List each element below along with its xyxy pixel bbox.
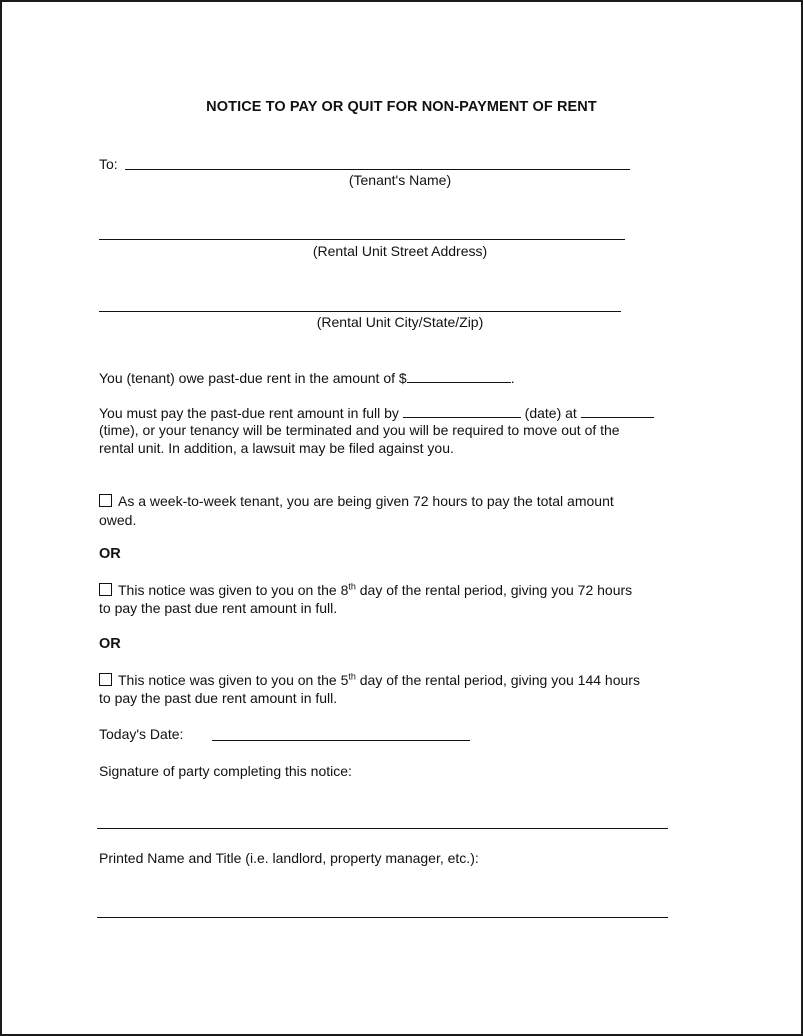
city-state-zip-field[interactable] [99, 311, 621, 312]
option2-line2: to pay the past due rent amount in full. [99, 600, 338, 616]
option3-line2: to pay the past due rent amount in full. [99, 690, 338, 706]
due-time-field[interactable] [581, 403, 654, 418]
option3-post: day of the rental period, giving you 144 hours [355, 672, 640, 688]
option3-sup: th [348, 671, 356, 682]
city-state-zip-caption: (Rental Unit City/State/Zip) [316, 314, 484, 330]
todays-date-label: Today's Date: [99, 726, 184, 742]
week-to-week-checkbox[interactable] [99, 494, 112, 507]
street-address-field[interactable] [99, 239, 625, 240]
pay-deadline-line2: (time), or your tenancy will be terminated and you will be required to move out of the [99, 422, 620, 438]
option-8th-day [99, 581, 632, 599]
5th-day-checkbox[interactable] [99, 673, 112, 686]
signature-label: Signature of party completing this notice: [99, 763, 352, 779]
pay-text-date: (date) at [524, 405, 577, 421]
to-label: To: [99, 156, 118, 172]
8th-day-checkbox[interactable] [99, 583, 112, 596]
printed-name-label: Printed Name and Title (i.e. landlord, property manager, etc.): [99, 850, 479, 866]
pay-deadline-line1 [99, 403, 654, 422]
pay-text-1: You must pay the past-due rent amount in full by [99, 405, 399, 421]
or-separator-2: OR [99, 636, 121, 652]
form-title: NOTICE TO PAY OR QUIT FOR NON-PAYMENT OF RENT [206, 99, 597, 115]
owe-amount-sentence [99, 368, 515, 387]
signature-field[interactable] [97, 828, 668, 829]
option1-line1: As a week-to-week tenant, you are being given 72 hours to pay the total amount [118, 493, 614, 509]
tenant-name-caption: (Tenant's Name) [348, 172, 452, 188]
or-separator-1: OR [99, 546, 121, 562]
option2-pre: This notice was given to you on the 8 [118, 582, 349, 598]
todays-date-field[interactable] [212, 740, 470, 741]
option2-post: day of the rental period, giving you 72 hours [355, 582, 633, 598]
option1-line2: owed. [99, 512, 137, 528]
option-5th-day [99, 671, 640, 689]
printed-name-field[interactable] [97, 917, 668, 918]
option-week-to-week [99, 492, 614, 510]
option3-pre: This notice was given to you on the 5 [118, 672, 349, 688]
pay-deadline-line3: rental unit. In addition, a lawsuit may be filed against you. [99, 440, 454, 456]
owe-end: . [510, 370, 515, 386]
due-date-field[interactable] [403, 403, 521, 418]
tenant-name-field[interactable] [125, 169, 630, 170]
amount-field[interactable] [407, 368, 511, 383]
street-address-caption: (Rental Unit Street Address) [312, 243, 488, 259]
owe-text: You (tenant) owe past-due rent in the amount of $ [99, 370, 407, 386]
option2-sup: th [348, 581, 356, 592]
